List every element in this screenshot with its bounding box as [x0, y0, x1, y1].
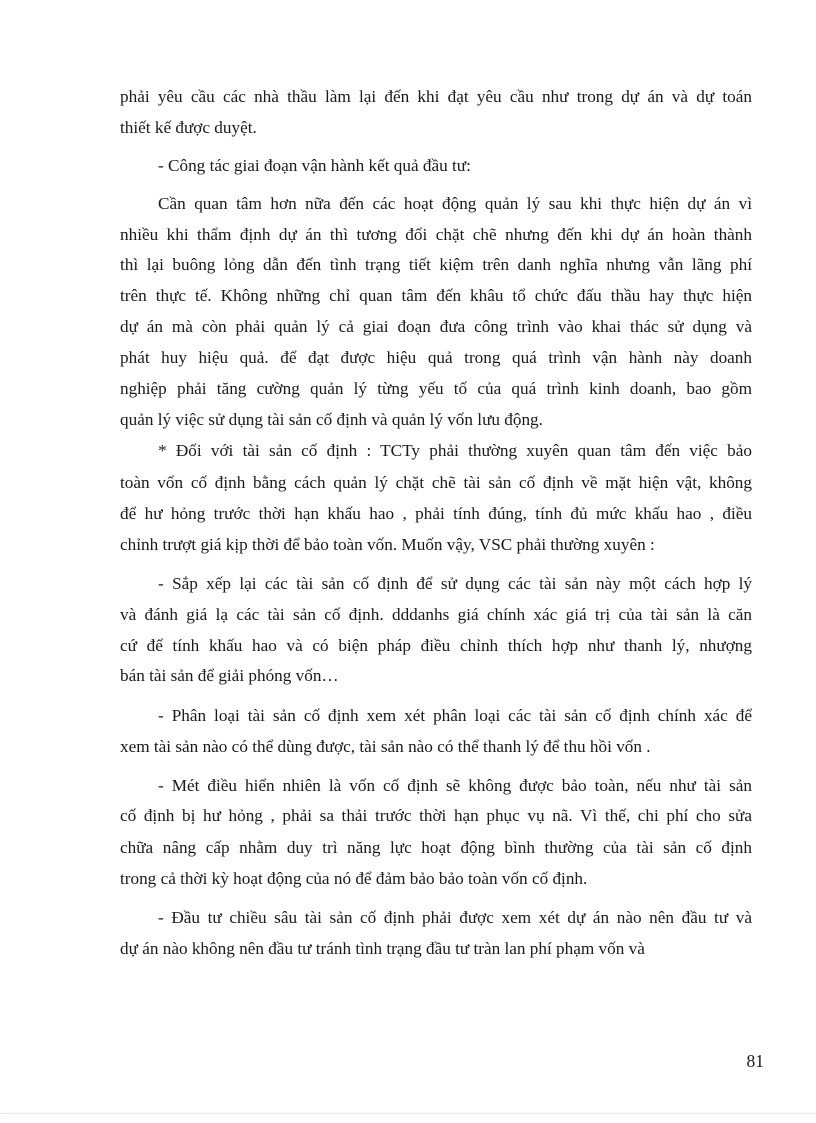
text-line-2: thiết kế được duyệt. [120, 118, 257, 137]
text-line-1: phải yêu cầu các nhà thầu làm lại đến khi đạt yêu cầu như trong dự án và dự toán [120, 87, 752, 106]
text-line-17: và đánh giá lạ các tài sản cố định. dddanhs giá chính xác giá trị của tài sản là căn [120, 605, 752, 624]
text-line-25: trong cả thời kỳ hoạt động của nó để đảm bảo bảo toàn vốn cố định. [120, 869, 588, 888]
page-number: 81 [746, 1051, 764, 1071]
text-line-18: cứ để tính khấu hao và có biện pháp điều chỉnh thích hợp như thanh lý, nhượng [120, 636, 752, 655]
text-line-27: dự án nào không nên đầu tư tránh tình trạng đầu tư tràn lan phí phạm vốn và [120, 939, 645, 958]
text-line-12: * Đối với tài sản cố định : TCTy phải thường xuyên quan tâm đến việc bảo [158, 441, 752, 460]
text-line-21: xem tài sản nào có thể dùng được, tài sản nào có thể thanh lý để thu hồi vốn . [120, 737, 651, 756]
text-line-11: quản lý việc sử dụng tài sản cố định và quản lý vốn lưu động. [120, 410, 543, 429]
page-bottom-rule [0, 1113, 816, 1114]
text-line-19: bán tài sản để giải phóng vốn… [120, 666, 339, 685]
text-line-9: phát huy hiệu quả. để đạt được hiệu quả trong quá trình vận hành này doanh [120, 348, 752, 367]
text-line-20: - Phân loại tài sản cố định xem xét phân loại các tài sản cố định chính xác để [158, 706, 752, 725]
text-line-23: cố định bị hư hỏng , phải sa thải trước thời hạn phục vụ nã. Vì thế, chi phí cho sửa [120, 806, 752, 825]
text-line-22: - Mét điều hiển nhiên là vốn cố định sẽ không được bảo toàn, nếu như tài sản [158, 776, 752, 795]
text-line-16: - Sắp xếp lại các tài sản cố định để sử dụng các tài sản này một cách hợp lý [158, 574, 752, 593]
text-line-24: chữa nâng cấp nhằm duy trì năng lực hoạt động bình thường của tài sản cố định [120, 838, 752, 857]
text-line-14: để hư hỏng trước thời hạn khấu hao , phải tính đúng, tính đủ mức khấu hao , điều [120, 504, 752, 523]
text-line-26: - Đầu tư chiều sâu tài sản cố định phải được xem xét dự án nào nên đầu tư và [158, 908, 752, 927]
text-line-8: dự án mà còn phải quản lý cả giai đoạn đưa công trình vào khai thác sử dụng và [120, 317, 752, 336]
section-heading-operation: - Công tác giai đoạn vận hành kết quả đầu tư: [158, 156, 471, 175]
text-line-6: thì lại buông lỏng dẫn đến tình trạng tiết kiệm trên danh nghĩa nhưng vẫn lãng phí [120, 255, 752, 274]
text-line-4: Cần quan tâm hơn nữa đến các hoạt động quản lý sau khi thực hiện dự án vì [158, 194, 752, 213]
text-line-10: nghiệp phải tăng cường quản lý từng yếu tố của quá trình kinh doanh, bao gồm [120, 379, 752, 398]
text-line-5: nhiều khi thẩm định dự án thì tương đối chặt chẽ nhưng đến khi dự án hoàn thành [120, 225, 752, 244]
text-line-13: toàn vốn cố định bằng cách quản lý chặt chẽ tài sản cố định về mặt hiện vật, không [120, 473, 752, 492]
text-line-7: trên thực tế. Không những chỉ quan tâm đến khâu tổ chức đấu thầu hay thực hiện [120, 286, 752, 305]
text-line-15: chỉnh trượt giá kịp thời để bảo toàn vốn. Muốn vậy, VSC phải thường xuyên : [120, 535, 655, 554]
